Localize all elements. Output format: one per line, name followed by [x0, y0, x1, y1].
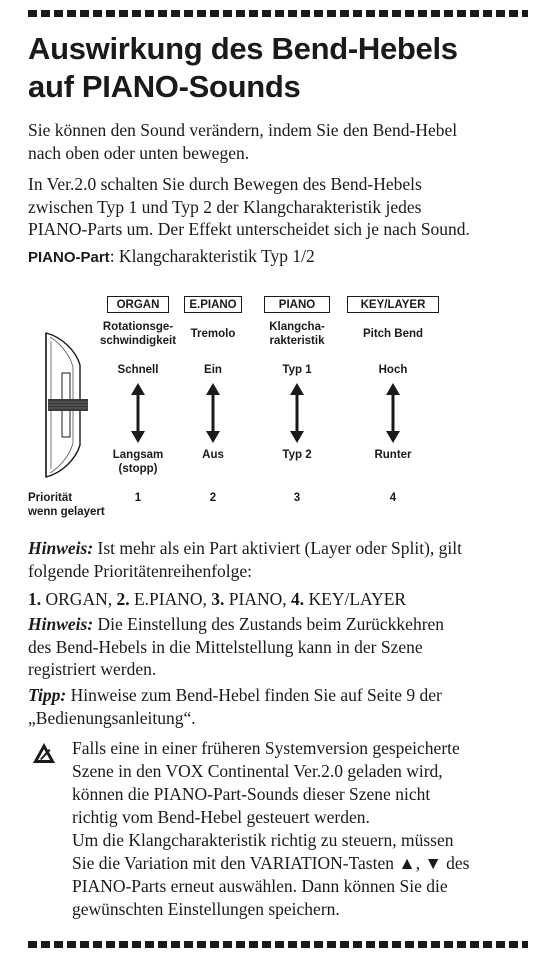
caution-icon	[32, 742, 56, 764]
column-header-organ: ORGAN	[107, 296, 169, 313]
down-label-epiano: Aus	[202, 449, 224, 461]
priority-piano: 3	[293, 492, 301, 504]
intro-paragraph-1: Sie können den Sound verändern, indem Sie den Bend-Hebel nach oben oder unten bewegen.	[28, 120, 458, 163]
double-arrow-vertical-icon	[205, 383, 221, 443]
bottom-dashed-rule	[28, 941, 528, 948]
column-header-keylayer: KEY/LAYER	[347, 296, 439, 313]
column-header-piano: PIANO	[264, 296, 330, 313]
priority-keylayer: 4	[389, 492, 397, 504]
tip-label: Tipp:	[28, 685, 67, 705]
intro-paragraph-2: In Ver.2.0 schalten Sie durch Bewegen des Bend-Hebels zwischen Typ 1 und Typ 2 der Klangcharakteristik jedes PIANO-Parts um. Der Effekt unterscheidet sich je nach Sound.	[28, 174, 470, 239]
page-title: Auswirkung des Bend-Hebels auf PIANO-Sounds	[28, 31, 458, 104]
down-label-organ: Langsam (stopp)	[112, 449, 164, 475]
double-arrow-vertical-icon	[130, 383, 146, 443]
down-label-keylayer: Runter	[374, 449, 412, 461]
piano-part-line	[28, 245, 533, 270]
priority-epiano: 2	[209, 492, 217, 504]
down-label-piano: Typ 2	[282, 449, 312, 461]
effect-label-epiano: Tremolo	[190, 328, 236, 340]
double-arrow-vertical-icon	[289, 383, 305, 443]
priority-order: 1. ORGAN, 2. E.PIANO, 3. PIANO, 4. KEY/LAYER	[28, 589, 407, 609]
warning-text: Falls eine in einer früheren Systemversion gespeicherte Szene in den VOX Continental Ver.2.0 geladen wird, können die PIANO-Part-Sounds dieser Szene nicht richtig vom Bend-Hebel gesteuert werden. Um die Klangcharakteristik richtig zu steuern, müssen Sie die Variation mit den VARIATION-Tasten ▲, ▼ des PIANO-Parts erneut auswählen. Dann können Sie die gewünschten Einstellungen speichern.	[72, 738, 470, 919]
priority-label: Priorität wenn gelayert	[28, 492, 105, 518]
piano-part-text: : Klangcharakteristik Typ 1/2	[109, 246, 315, 266]
priority-organ: 1	[134, 492, 142, 504]
piano-part-label: PIANO-Part	[28, 249, 110, 266]
column-header-epiano: E.PIANO	[184, 296, 242, 313]
hint-priority: Hinweis: Ist mehr als ein Part aktiviert (Layer oder Split), gilt folgende Prioritätenreihenfolge:	[28, 538, 463, 581]
up-label-keylayer: Hoch	[378, 364, 408, 376]
effect-label-organ: Rotationsge- schwindigkeit	[99, 321, 177, 347]
hint-center-position: Hinweis: Die Einstellung des Zustands beim Zurückkehren des Bend-Hebels in die Mittelstellung kann in der Szene registriert werden.	[28, 614, 445, 679]
top-dashed-rule	[28, 10, 528, 17]
effect-label-piano: Klangcha- rakteristik	[269, 321, 325, 347]
hint-label: Hinweis:	[28, 614, 94, 634]
effect-label-keylayer: Pitch Bend	[362, 328, 424, 340]
up-label-piano: Typ 1	[282, 364, 312, 376]
hint-label: Hinweis:	[28, 538, 94, 558]
double-arrow-vertical-icon	[385, 383, 401, 443]
up-label-organ: Schnell	[117, 364, 159, 376]
bend-lever-icon	[28, 325, 88, 485]
up-label-epiano: Ein	[204, 364, 222, 376]
tip-manual: Tipp: Hinweise zum Bend-Hebel finden Sie auf Seite 9 der „Bedienungsanleitung“.	[28, 685, 442, 728]
